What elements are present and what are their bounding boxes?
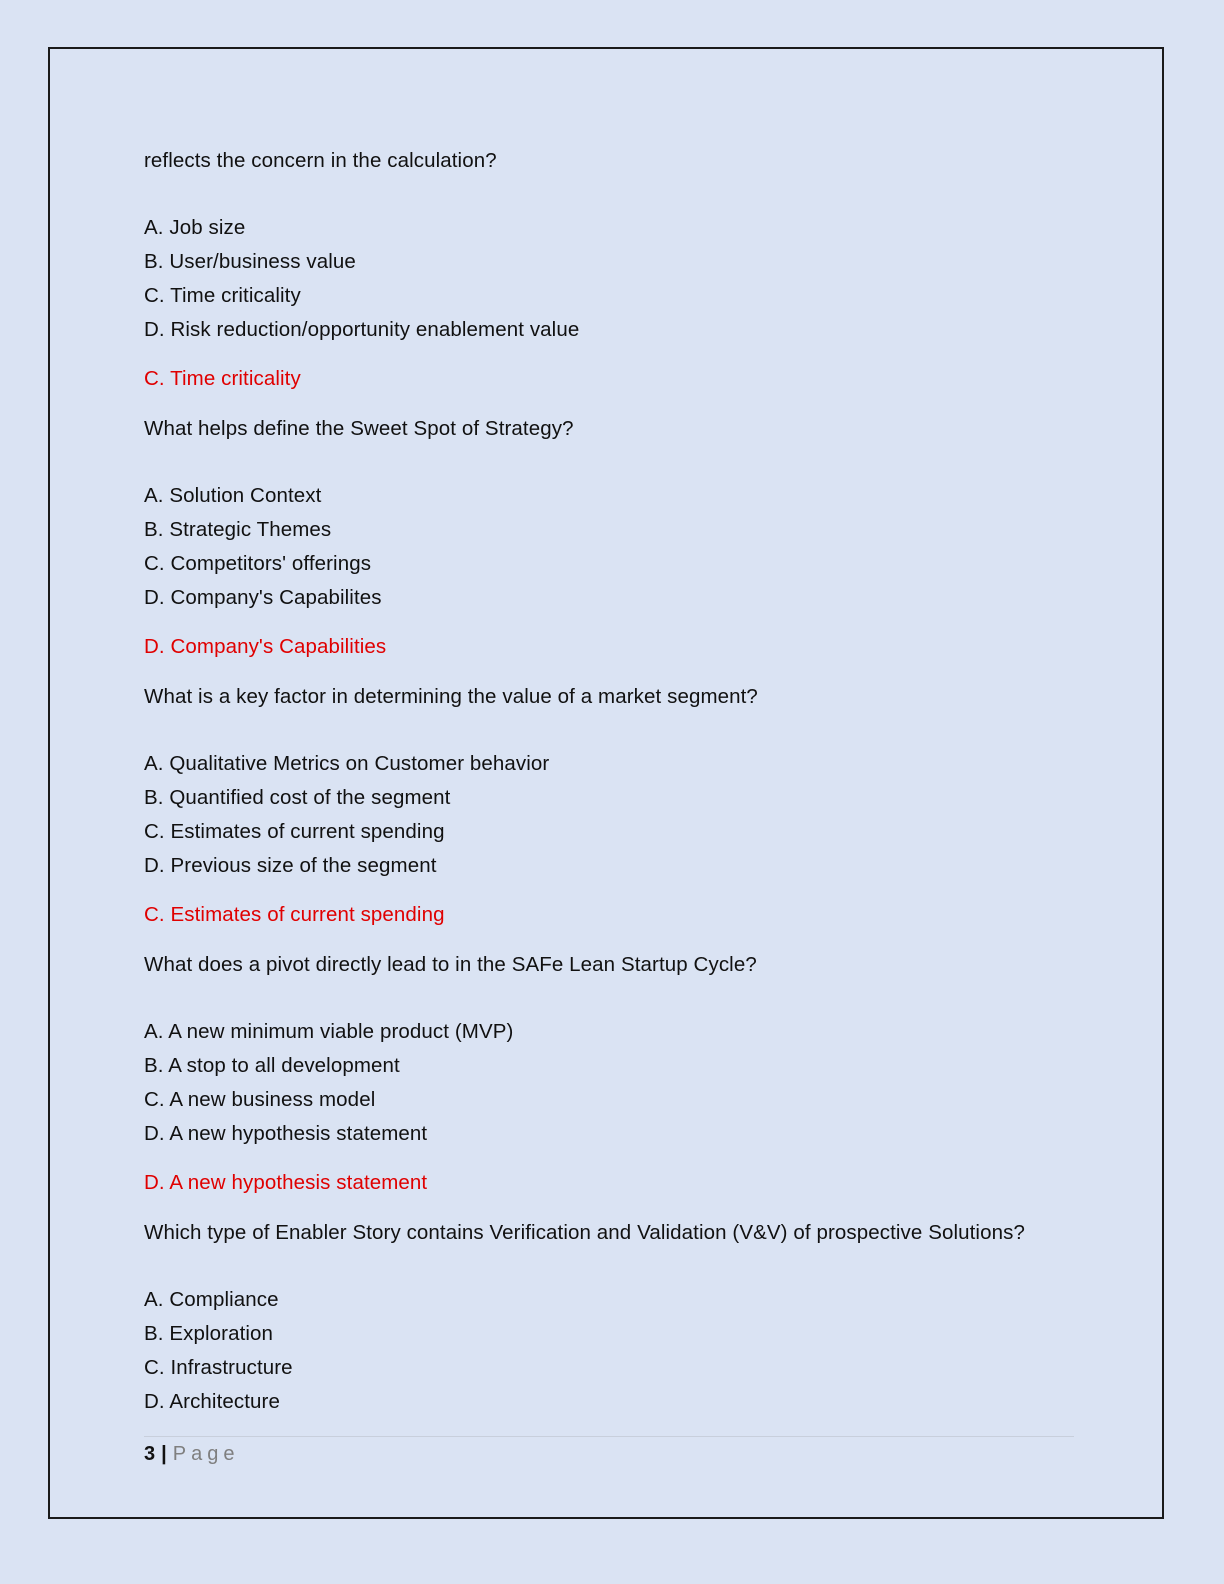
answer-text: D. A new hypothesis statement [144, 1171, 428, 1194]
page-number: 3 [144, 1443, 156, 1465]
option-c: C. Time criticality [144, 284, 301, 307]
option-c: C. Estimates of current spending [144, 820, 445, 843]
option-a: A. Qualitative Metrics on Customer behavior [144, 752, 550, 775]
option-a: A. Solution Context [144, 484, 322, 507]
answer-text: C. Time criticality [144, 367, 301, 390]
answer-text: C. Estimates of current spending [144, 903, 445, 926]
option-b: B. Exploration [144, 1322, 274, 1345]
document-body [144, 144, 1084, 1419]
option-c: C. A new business model [144, 1088, 376, 1111]
question-text: Which type of Enabler Story contains Verification and Validation (V&V) of prospective Solutions? [144, 1221, 1025, 1244]
option-d: D. Company's Capabilites [144, 586, 382, 609]
option-c: C. Infrastructure [144, 1356, 293, 1379]
option-b: B. User/business value [144, 250, 356, 273]
option-d: D. Risk reduction/opportunity enablement value [144, 318, 580, 341]
option-d: D. Architecture [144, 1390, 280, 1413]
answer-text: D. Company's Capabilities [144, 635, 387, 658]
option-c: C. Competitors' offerings [144, 552, 372, 575]
question-text: reflects the concern in the calculation? [144, 149, 497, 172]
question-text: What helps define the Sweet Spot of Strategy? [144, 417, 574, 440]
footer-divider [144, 1436, 1074, 1437]
option-b: B. Quantified cost of the segment [144, 786, 451, 809]
option-a: A. A new minimum viable product (MVP) [144, 1020, 514, 1043]
footer-separator: | [161, 1443, 167, 1465]
option-d: D. A new hypothesis statement [144, 1122, 428, 1145]
option-d: D. Previous size of the segment [144, 854, 437, 877]
option-a: A. Compliance [144, 1288, 279, 1311]
page-footer [144, 1440, 239, 1468]
option-b: B. A stop to all development [144, 1054, 400, 1077]
question-text: What does a pivot directly lead to in the SAFe Lean Startup Cycle? [144, 953, 757, 976]
question-text: What is a key factor in determining the value of a market segment? [144, 685, 758, 708]
page-label: Page [172, 1443, 240, 1465]
option-a: A. Job size [144, 216, 246, 239]
option-b: B. Strategic Themes [144, 518, 332, 541]
